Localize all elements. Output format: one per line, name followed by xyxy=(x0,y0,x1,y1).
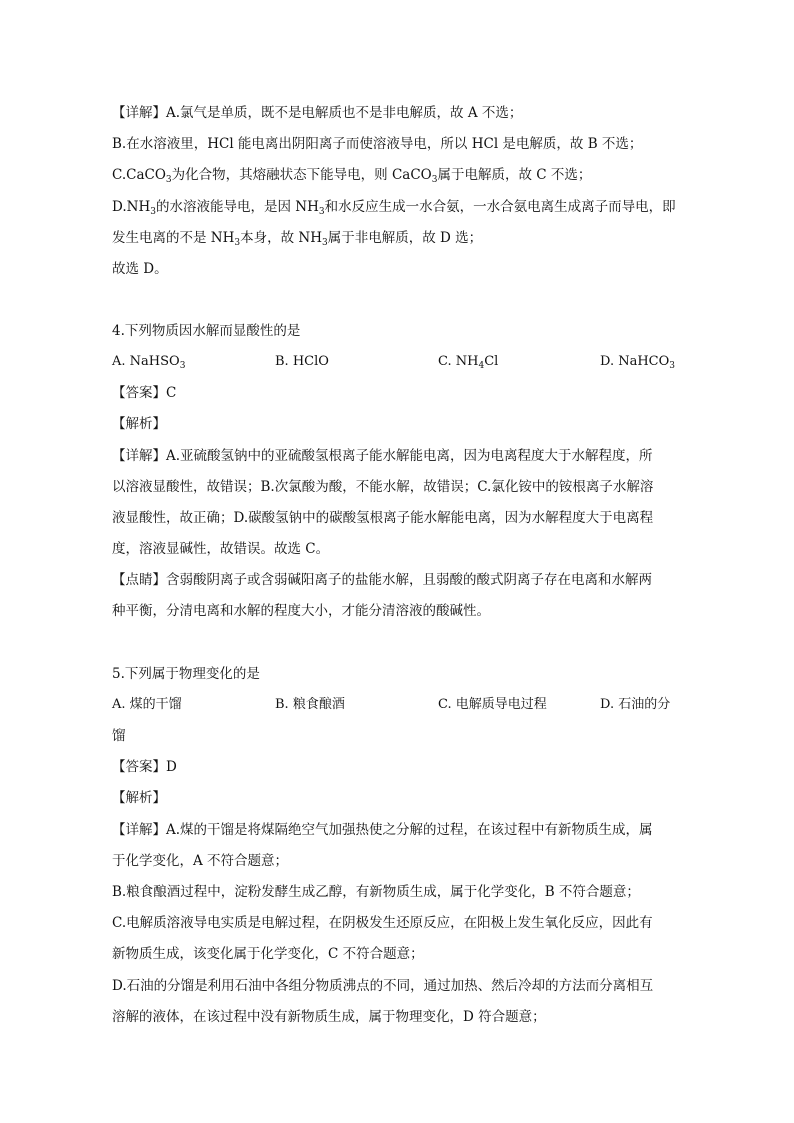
prev-detail-b: B.在水溶液里，HCl 能电离出阴阳离子而使溶液导电，所以 HCl 是电解质，故 B 不选； xyxy=(112,136,643,152)
q4-option-d: D. NaHCO$_3$ xyxy=(600,354,676,371)
q5-option-c: C. 电解质导电过程 xyxy=(438,697,547,712)
q4-answer: 【答案】C xyxy=(112,385,177,401)
q5-detail-line2: 于化学变化，A 不符合题意； xyxy=(112,853,289,869)
q4-stem: 4.下列物质因水解而显酸性的是 xyxy=(112,323,301,339)
q4-detail-line4: 度，溶液显碱性，故错误。故选 C。 xyxy=(112,541,330,557)
prev-detail-d-line2: 发生电离的不是 $NH_3$本身，故 $NH_3$属于非电解质，故 D 选； xyxy=(112,230,483,248)
q4-option-c: C. $NH_4Cl$ xyxy=(438,354,499,371)
prev-conclusion: 故选 D。 xyxy=(112,261,168,277)
q5-stem: 5.下列属于物理变化的是 xyxy=(112,666,260,682)
prev-detail-a: 【详解】A.氯气是单质，既不是电解质也不是非电解质，故 A 不选； xyxy=(112,105,523,121)
q5-detail-line5: 新物质生成，该变化属于化学变化，C 不符合题意； xyxy=(112,946,424,962)
prev-detail-c: C.CaCO$_3$为化合物，其熔融状态下能导电，则 CaCO$_3$属于电解质，故 C 不选； xyxy=(112,167,592,185)
q4-detail-line3: 液显酸性，故正确；D.碳酸氢钠中的碳酸氢根离子能水解能电离，因为水解程度大于电离程 xyxy=(112,510,654,526)
q5-detail-line6: D.石油的分馏是利用石油中各组分物质沸点的不同，通过加热、然后冷却的方法而分离相互 xyxy=(112,978,654,994)
q4-detail-line2: 以溶液显酸性，故错误；B.次氯酸为酸，不能水解，故错误；C.氯化铵中的铵根离子水解溶 xyxy=(112,479,654,495)
q4-option-b: B. HClO xyxy=(275,354,329,369)
q4-analysis-heading: 【解析】 xyxy=(112,416,166,432)
q5-detail-line3: B.粮食酿酒过程中，淀粉发酵生成乙醇，有新物质生成，属于化学变化，B 不符合题意； xyxy=(112,884,640,900)
q4-detail-line1: 【详解】A.亚硫酸氢钠中的亚硫酸氢根离子能水解能电离，因为电离程度大于水解程度，所 xyxy=(112,448,653,464)
q5-option-d: D. 石油的分 xyxy=(600,697,671,712)
prev-detail-d-line1: $D.NH_3$的水溶液能导电，是因 $NH_3$和水反应生成一水合氨，一水合氨电离生成离子而导电，即 xyxy=(112,199,676,217)
q5-analysis-heading: 【解析】 xyxy=(112,790,166,806)
q5-detail-line4: C.电解质溶液导电实质是电解过程，在阴极发生还原反应，在阳极上发生氧化反应，因此有 xyxy=(112,915,653,931)
q5-option-a: A. 煤的干馏 xyxy=(112,697,182,712)
q5-answer: 【答案】D xyxy=(112,759,177,775)
q5-detail-line1: 【详解】A.煤的干馏是将煤隔绝空气加强热使之分解的过程，在该过程中有新物质生成，属 xyxy=(112,822,653,838)
q4-remark-line1: 【点睛】含弱酸阴离子或含弱碱阳离子的盐能水解，且弱酸的酸式阴离子存在电离和水解两 xyxy=(112,572,652,588)
q4-remark-line2: 种平衡，分清电离和水解的程度大小，才能分清溶液的酸碱性。 xyxy=(112,603,490,619)
q5-detail-line7: 溶解的液体，在该过程中没有新物质生成，属于物理变化，D 符合题意； xyxy=(112,1009,546,1025)
q5-option-d-continued: 馏 xyxy=(112,728,126,744)
q4-option-a: A. NaHSO$_3$ xyxy=(112,354,186,371)
q5-option-b: B. 粮食酿酒 xyxy=(275,697,345,712)
